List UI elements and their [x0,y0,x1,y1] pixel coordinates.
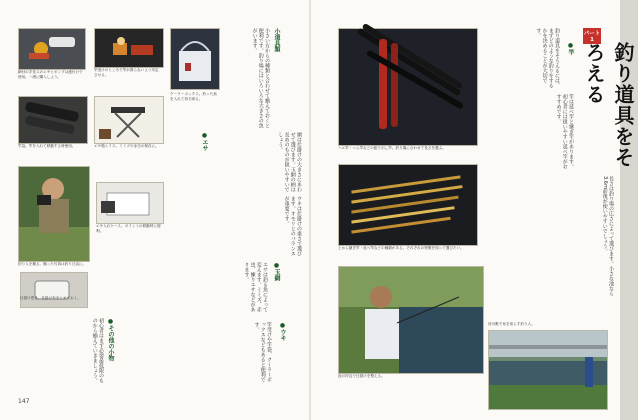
rod-caption-4: 河川敷で糸を垂らす釣り人。 [488,322,535,326]
left-body-col-5: 竿受けや竿袋、クーラーボックスなどもあると便利です。 [253,322,272,382]
photo-photographer [18,166,90,262]
heading-rod: ●竿 [567,42,574,55]
section-tag: パート1 [583,28,601,44]
photo-cooler [170,28,220,90]
photo-stool [94,96,164,144]
left-body-col-1: 小さい方からの種類と合わせて揃えておくと便利です。釣り場にはいろいろな大きさの魚がいます。 [251,28,270,128]
photo-bait-pump [18,28,86,70]
river-illustration [489,331,607,409]
photo-bait-case [96,182,164,224]
heading-other: ●その他の小物 [107,318,114,361]
photo-reel [20,272,88,308]
caption-7: 仕掛け巻き。仕掛けをまとめておく。 [20,296,81,300]
rod-bag-illustration [19,97,87,143]
caption-5: クーラーボックス。釣った魚を入れて持ち帰る。 [170,92,217,101]
caption-6: エサ入れケース。ポイントの移動時に便利。 [96,224,161,233]
photo-rod-rest [94,28,164,68]
pump-illustration [19,29,85,69]
photo-angler-pond [338,266,484,374]
left-body-col-6: 初心者はまず必要最低限のものから揃えていきましょう。 [91,318,104,383]
right-body-col-1: 釣り道具をそろえるには、まずどのような釣りをするかを決めることが大切です。 [535,28,560,88]
caption-4: エサ箱とイス。ミミズや赤虫の保存に。 [94,144,159,148]
left-body-col-3: ウキは仕掛けの重さで選びます。オモリとのバランスが重要です。 [283,196,302,256]
gutter [309,0,311,420]
photo-rods [338,28,478,146]
caption-2: 竿受けのところで竿が滑らないよう安定させる。 [94,68,159,77]
page-title: 釣り道具をそろえる [582,42,635,168]
stool-illustration [95,97,163,143]
photo-river [488,330,608,410]
reel-illustration [21,273,87,307]
left-body-col-4: エサは釣る魚によって変えます。ミミズ、赤虫、練りエサなどがあります。 [243,262,268,312]
caption-3: 竿袋。竿を入れて移動する時使用。 [18,144,76,148]
heading-bait: ●エサ [201,132,208,151]
photo-rod-lineup [338,164,478,246]
case-illustration [97,183,163,223]
caption-8: 釣り人を撮る。撮った写真は釣り日誌に。 [18,262,87,266]
rods-illustration [339,29,477,145]
heading-float: ●ウキ [279,322,286,341]
page-number: 147 [18,398,30,405]
left-body-col-2: 網は仕掛けの大きさにあわせて選びます。玉網の柄は長めのものが扱いやすいでしょう。 [277,132,302,192]
rod-lineup-illustration [339,165,477,245]
heading-net: ●玉網 [273,262,280,281]
person-illustration [19,167,89,261]
rod-caption-2: 上から継ぎ竿・延べ竿などの種類がある。それぞれの特徴を知って選びたい。 [338,246,464,250]
right-body-col-3: 長さは釣り場の広さによって選びます。小さな池なら3.6m前後が使いやすいでしょう。 [601,176,614,296]
rod-caption-1: ハエ竿・へら竿などの振り出し竿。釣り場に合わせて長さを選ぶ。 [338,146,446,150]
rod-caption-3: 池の岸辺で仕掛けを整える。 [338,374,385,378]
angler-illustration [339,267,483,373]
tool-illustration [95,29,163,67]
heading-small-tools: 小道具類 [273,28,280,52]
caption-1: 網付の手長スのエサとポンプは連付けで使用。一緒に購入しよう。 [18,70,83,79]
right-body-col-2: 竿は延べ竿と継ぎ竿があります。初心者には扱いやすい延べ竿がおすすめです。 [555,94,574,169]
photo-rod-bag [18,96,88,144]
cooler-illustration [171,29,219,89]
